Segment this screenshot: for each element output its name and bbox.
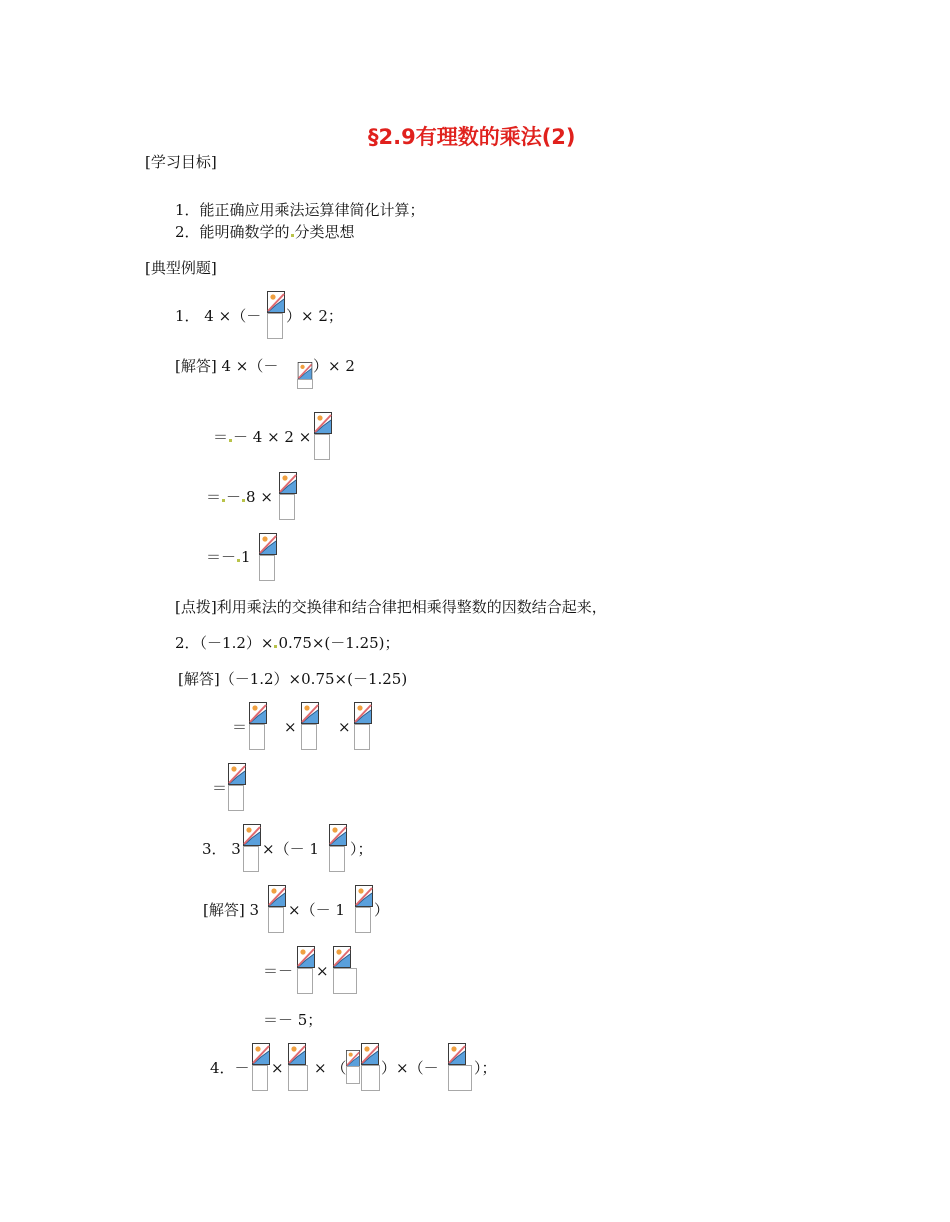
- equals-sign: ＝: [212, 779, 228, 797]
- close-times-open: ）×（－: [381, 1059, 439, 1077]
- image-placeholder-icon: [279, 472, 297, 494]
- image-placeholder-icon: [228, 763, 246, 785]
- ex4-end: ）；: [474, 1059, 497, 1077]
- fraction-image: [252, 1043, 268, 1091]
- marker-dot: [229, 439, 232, 442]
- image-placeholder-icon: [314, 412, 332, 434]
- equals-sign: ＝: [232, 718, 248, 736]
- equals-minus: ＝－: [263, 962, 294, 980]
- times-sign: ×: [338, 718, 351, 736]
- image-placeholder-icon: [361, 1043, 379, 1065]
- marker-dot: [222, 499, 225, 502]
- fraction-image: [346, 1050, 362, 1084]
- times-sign: ×: [316, 962, 329, 980]
- question-part: 0.75×(－1.25)；: [278, 634, 400, 652]
- image-placeholder-icon: [252, 1043, 270, 1065]
- fraction-image: [297, 362, 313, 389]
- goal-2-part-b: 分类思想: [294, 223, 355, 241]
- ex1-step-2: [206, 487, 273, 507]
- fraction-image: [228, 763, 244, 811]
- ex3-answer-start: [解答] 3: [203, 901, 260, 919]
- fraction-image: [267, 291, 283, 339]
- fraction-image: [361, 1043, 380, 1091]
- fraction-image: [249, 702, 265, 750]
- image-placeholder-icon: [297, 362, 313, 380]
- ex1-tip: [点拨]利用乘法的交换律和结合律把相乘得整数的因数结合起来，: [175, 598, 607, 616]
- image-placeholder-icon: [243, 824, 261, 846]
- ex1-answer-start: [解答] 4 ×（－: [175, 357, 279, 375]
- step-expression: 1: [241, 548, 251, 566]
- fraction-image: [243, 824, 259, 872]
- image-placeholder-icon: [267, 291, 285, 313]
- ex3-result: ＝－ 5；: [263, 1011, 323, 1029]
- times-sign: ×: [271, 1059, 284, 1077]
- image-placeholder-icon: [346, 1050, 360, 1067]
- question-part: 2．（－1.2）×: [175, 634, 274, 652]
- goals-heading: [学习目标]: [145, 153, 217, 171]
- goal-1: 1．能正确应用乘法运算律简化计算；: [175, 201, 425, 219]
- page-title: §2.9有理数的乘法(2): [368, 125, 576, 149]
- ex2-question: [175, 633, 400, 653]
- ex3-question-start: 3． 3: [202, 840, 241, 858]
- marker-dot: [291, 234, 294, 237]
- image-placeholder-icon: [288, 1043, 306, 1065]
- fraction-image: [268, 885, 284, 933]
- image-placeholder-icon: [259, 533, 277, 555]
- image-placeholder-icon: [333, 946, 351, 968]
- ex4-start: 4．－: [210, 1059, 250, 1077]
- image-placeholder-icon: [355, 885, 373, 907]
- minus-sign: －: [226, 488, 242, 506]
- fraction-image: [355, 885, 371, 933]
- fraction-image: [279, 472, 295, 520]
- marker-dot: [237, 559, 240, 562]
- fraction-image: [333, 946, 357, 994]
- ex3-answer-mid: ×（－ 1: [288, 901, 345, 919]
- fraction-image: [259, 533, 275, 581]
- ex3-answer-end: ）: [374, 901, 390, 919]
- ex1-question-end: ）× 2；: [286, 307, 343, 325]
- fraction-image: [354, 702, 370, 750]
- fraction-image: [329, 824, 345, 872]
- image-placeholder-icon: [301, 702, 319, 724]
- fraction-image: [301, 702, 317, 750]
- times-open-paren: × （: [314, 1059, 347, 1077]
- equals-sign: ＝: [213, 428, 229, 446]
- image-placeholder-icon: [268, 885, 286, 907]
- step-expression: － 4 × 2 ×: [233, 428, 312, 446]
- marker-dot: [242, 499, 245, 502]
- goal-2: [175, 222, 355, 242]
- ex1-answer-end: ）× 2: [313, 357, 355, 375]
- equals-minus: ＝－: [206, 548, 237, 566]
- examples-heading: [典型例题]: [145, 259, 217, 277]
- ex2-answer: [解答]（－1.2）×0.75×(－1.25): [178, 670, 408, 688]
- image-placeholder-icon: [354, 702, 372, 724]
- image-placeholder-icon: [297, 946, 315, 968]
- image-placeholder-icon: [249, 702, 267, 724]
- ex3-question-end: ）；: [350, 840, 373, 858]
- fraction-image: [314, 412, 330, 460]
- fraction-image: [448, 1043, 472, 1091]
- goal-2-part-a: 2．能明确数学的: [175, 223, 290, 241]
- ex3-question-mid: ×（－ 1: [262, 840, 319, 858]
- ex1-step-3: [206, 547, 251, 567]
- fraction-image: [288, 1043, 308, 1091]
- times-sign: ×: [284, 718, 297, 736]
- step-expression: 8 ×: [246, 488, 273, 506]
- ex1-question-start: 1． 4 ×（－: [175, 307, 262, 325]
- fraction-image: [297, 946, 313, 994]
- ex1-step-1: [213, 427, 311, 447]
- equals-sign: ＝: [206, 488, 222, 506]
- image-placeholder-icon: [329, 824, 347, 846]
- image-placeholder-icon: [448, 1043, 466, 1065]
